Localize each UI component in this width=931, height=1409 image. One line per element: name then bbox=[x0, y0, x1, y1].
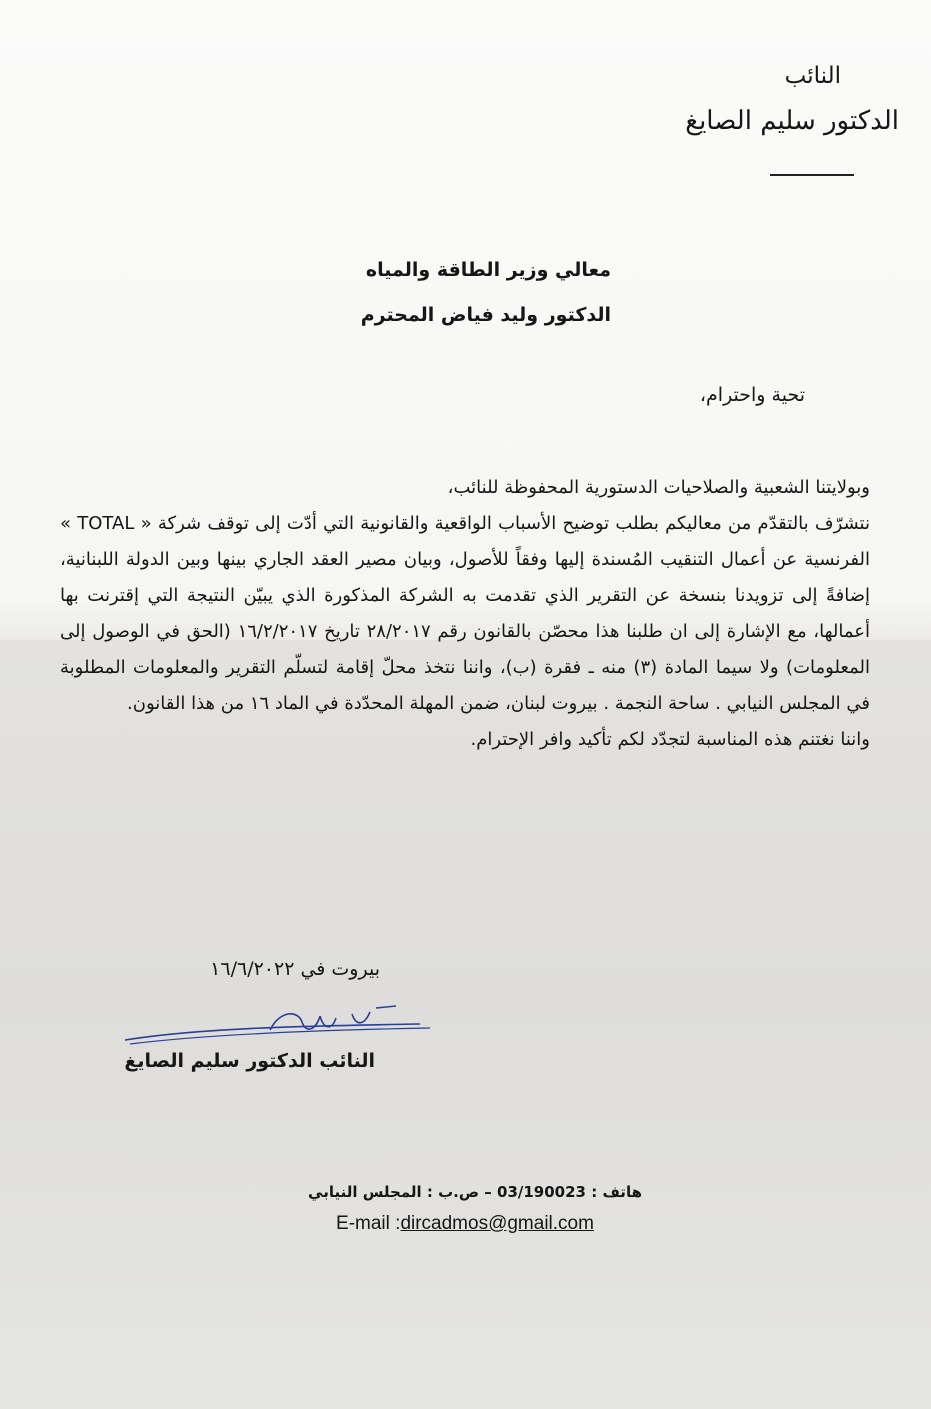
letter-body bbox=[60, 470, 870, 758]
email-link[interactable]: dircadmos@gmail.com bbox=[400, 1213, 594, 1234]
body-paragraph: نتشرّف بالتقدّم من معاليكم بطلب توضيح الأسباب الواقعية والقانونية التي أدّت إلى توقف شركة « TOTAL » الفرنسية عن أعمال التنقيب المُسندة إليها وفقاً للأصول، وبيان مصير العقد الجاري بينها وبين الدولة اللبنانية، إضافةً إلى تزويدنا بنسخة عن التقرير الذي تقدمت به الشركة المذكورة الذي يبيّن النتيجة التي إقترنت بها أعمالها، مع الإشارة إلى ان طلبنا هذا محصّن بالقانون رقم ٢٨/٢٠١٧ تاريخ ١٦/٢/٢٠١٧ (الحق في الوصول إلى المعلومات) ولا سيما المادة (٣) منه ـ فقرة (ب)، واننا نتخذ محلّ إقامة لتسلّم التقرير والمعلومات المطلوبة في المجلس النيابي . ساحة النجمة . بيروت لبنان، ضمن المهلة المحدّدة في الماد ١٦ من هذا القانون. bbox=[60, 513, 871, 714]
signatory-name: النائب الدكتور سليم الصايغ bbox=[124, 1050, 375, 1072]
sender-name: الدكتور سليم الصايغ bbox=[685, 106, 899, 136]
handwritten-signature bbox=[120, 1000, 440, 1050]
sender-title: النائب bbox=[784, 63, 841, 89]
email-prefix: E-mail : bbox=[336, 1213, 401, 1234]
body-closing: واننا نغتنم هذه المناسبة لتجدّد لكم تأكيد وافر الإحترام. bbox=[470, 729, 870, 750]
greeting: تحية واحترام، bbox=[699, 384, 805, 406]
footer-email bbox=[300, 1213, 630, 1235]
addressee-line-2: الدكتور وليد فياض المحترم bbox=[360, 304, 611, 326]
body-intro: وبولايتنا الشعبية والصلاحيات الدستورية المحفوظة للنائب، bbox=[447, 477, 870, 498]
addressee-line-1: معالي وزير الطاقة والمياه bbox=[365, 259, 611, 281]
addressee-block bbox=[191, 248, 611, 338]
place-date: بيروت في ١٦/٦/٢٠٢٢ bbox=[210, 958, 380, 980]
header-divider bbox=[770, 174, 854, 176]
footer-contact: هاتف : 03/190023 – ص.ب : المجلس النيابي bbox=[308, 1183, 642, 1201]
